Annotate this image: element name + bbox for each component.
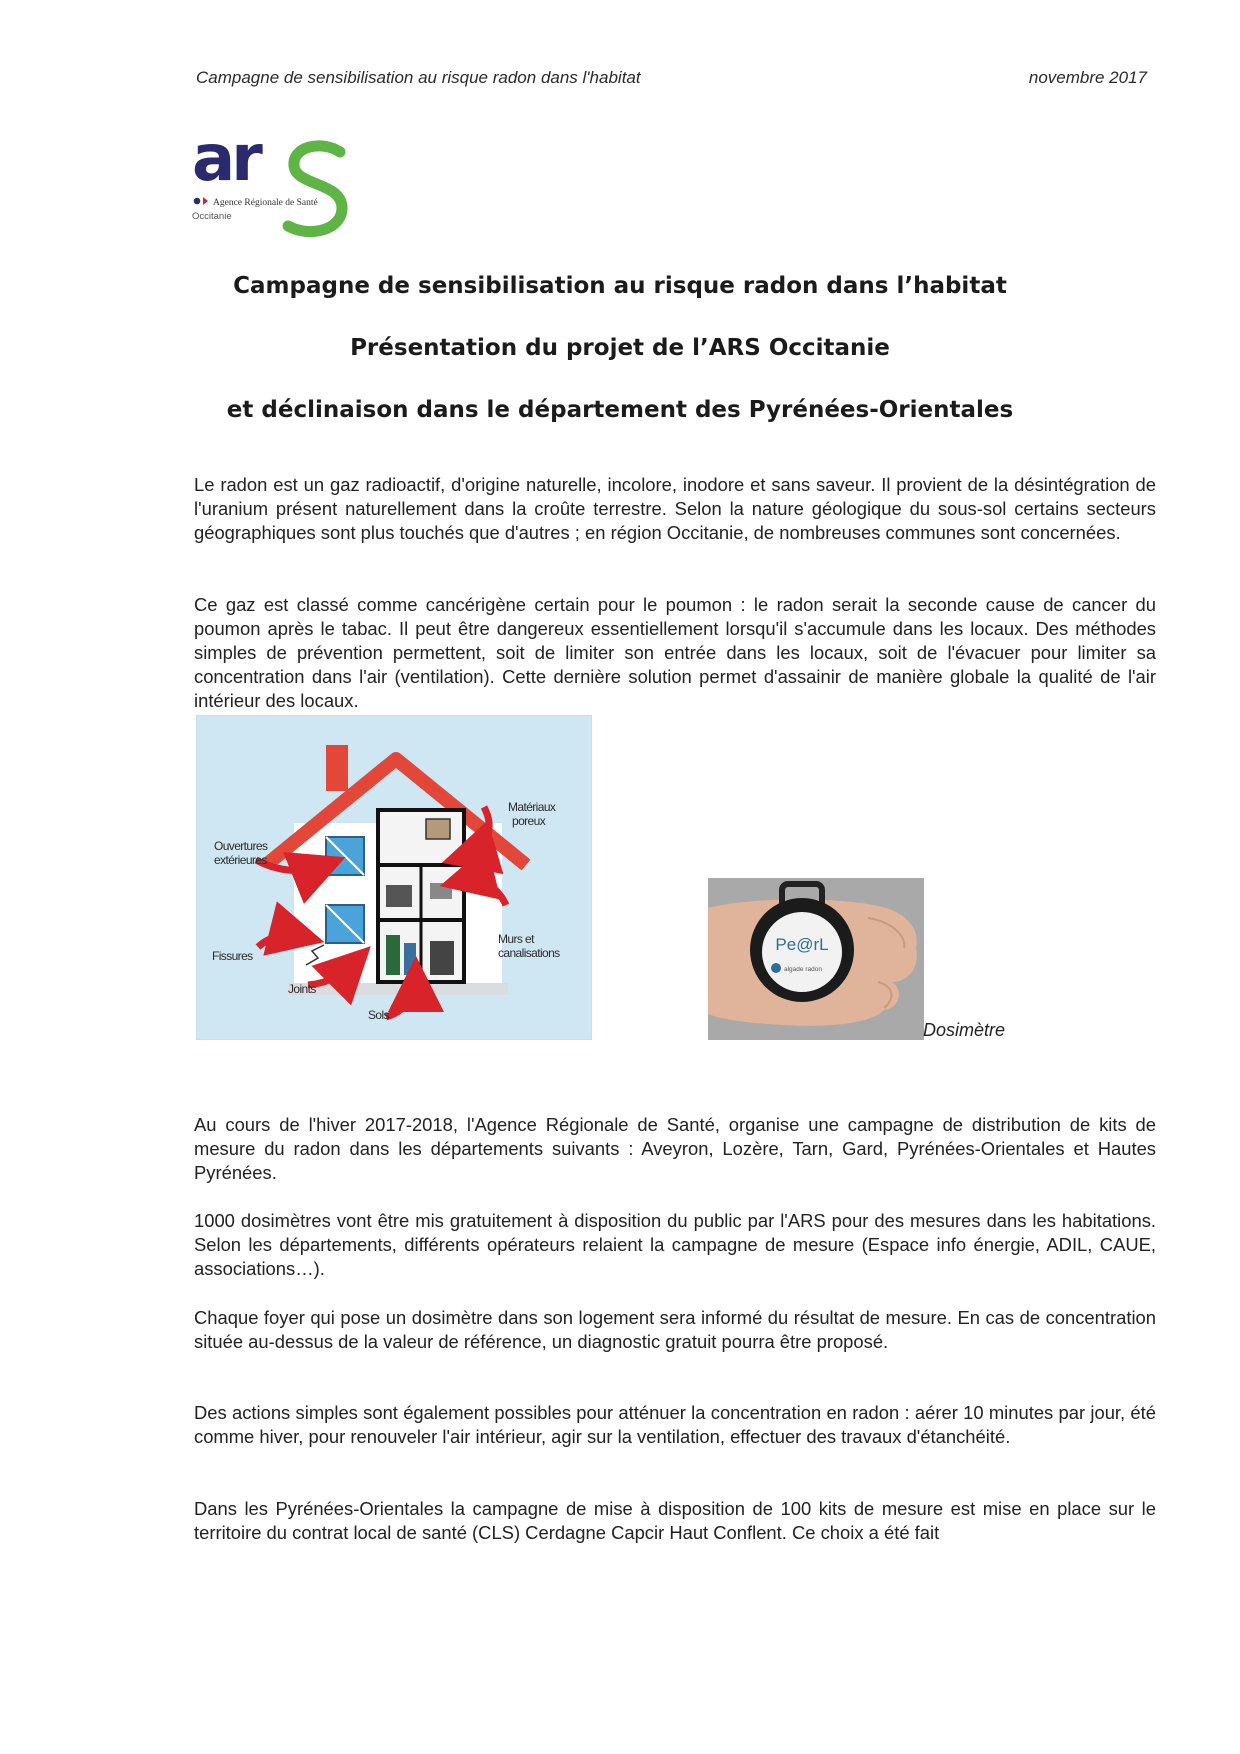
dosimeter-photo [708, 878, 924, 1040]
dosimeter-subtext: algade radon [784, 966, 822, 973]
svg-text:Agence Régionale de Santé: Agence Régionale de Santé [213, 198, 318, 208]
dosimeter-brand: Pe@rL [775, 935, 829, 954]
label-materiaux: Matériaux [508, 800, 556, 814]
paragraph-dosimeters: 1000 dosimètres vont être mis gratuitement à disposition du public par l'ARS pour des mesures dans les habitations. Selon les départements, différents opérateurs relaient la campagne de mesure (Espace info énergie, ADIL, CAUE, associations…). [194, 1210, 1156, 1280]
svg-text:Occitanie: Occitanie [192, 211, 232, 222]
document-subtitle: Présentation du projet de l’ARS Occitanie [350, 335, 890, 361]
running-header-title: Campagne de sensibilisation au risque radon dans l'habitat [196, 68, 641, 87]
label-fissures: Fissures [212, 949, 253, 963]
radon-entry-points-figure [196, 715, 592, 1040]
label-ouvertures: Ouvertures [214, 839, 268, 853]
label-exterieures: extérieures [214, 853, 267, 867]
ars-logo [192, 130, 372, 248]
paragraph-health-risk: Ce gaz est classé comme cancérigène certain pour le poumon : le radon serait la seconde cause de cancer du poumon après le tabac. Il peut être dangereux essentiellement lorsqu'il s'accumule dans les locaux. Des méthodes simples de prévention permettent, soit de limiter son entrée dans les locaux, soit de l'évacuer pour limiter sa concentration dans l'air (ventilation). Cette dernière solution permet d'assainir de manière globale la qualité de l'air intérieur des locaux. [194, 594, 1156, 712]
document-subtitle-2: et déclinaison dans le département des Pyrénées-Orientales [226, 397, 1014, 423]
paragraph-radon-definition: Le radon est un gaz radioactif, d'origine naturelle, incolore, inodore et sans saveur. Il provient de la désintégration de l'uranium présent naturellement dans la croûte terrestre. Selon la nature géologique du sous-sol certains secteurs géographiques sont plus touchés que d'autres ; en région Occitanie, de nombreuses communes sont concernées. [194, 474, 1156, 544]
paragraph-results: Chaque foyer qui pose un dosimètre dans son logement sera informé du résultat de mesure. En cas de concentration située au-dessus de la valeur de référence, un diagnostic gratuit pourra être proposé. [194, 1307, 1156, 1353]
paragraph-campaign: Au cours de l'hiver 2017-2018, l'Agence Régionale de Santé, organise une campagne de distribution de kits de mesure du radon dans les départements suivants : Aveyron, Lozère, Tarn, Gard, Pyrénées-Orientales et Hautes Pyrénées. [194, 1114, 1156, 1184]
paragraph-pyrenees-orientales: Dans les Pyrénées-Orientales la campagne de mise à disposition de 100 kits de mesure est mise en place sur le territoire du contrat local de santé (CLS) Cerdagne Capcir Haut Conflent. Ce choix a été fait [194, 1498, 1156, 1544]
running-header-date: novembre 2017 [1028, 68, 1147, 87]
document-title: Campagne de sensibilisation au risque radon dans l’habitat [233, 273, 1007, 299]
dosimeter-caption: Dosimètre [923, 1020, 1006, 1040]
svg-text:ar: ar [192, 130, 259, 196]
label-poreux: poreux [512, 814, 546, 828]
label-sols: Sols [368, 1008, 389, 1022]
label-canalisations: canalisations [498, 946, 560, 960]
paragraph-simple-actions: Des actions simples sont également possibles pour atténuer la concentration en radon : aérer 10 minutes par jour, été comme hiver, pour renouveler l'air intérieur, agir sur la ventilation, effectuer des travaux d'étanchéité. [194, 1402, 1156, 1448]
label-joints: Joints [288, 982, 316, 996]
label-murs: Murs et [498, 932, 534, 946]
